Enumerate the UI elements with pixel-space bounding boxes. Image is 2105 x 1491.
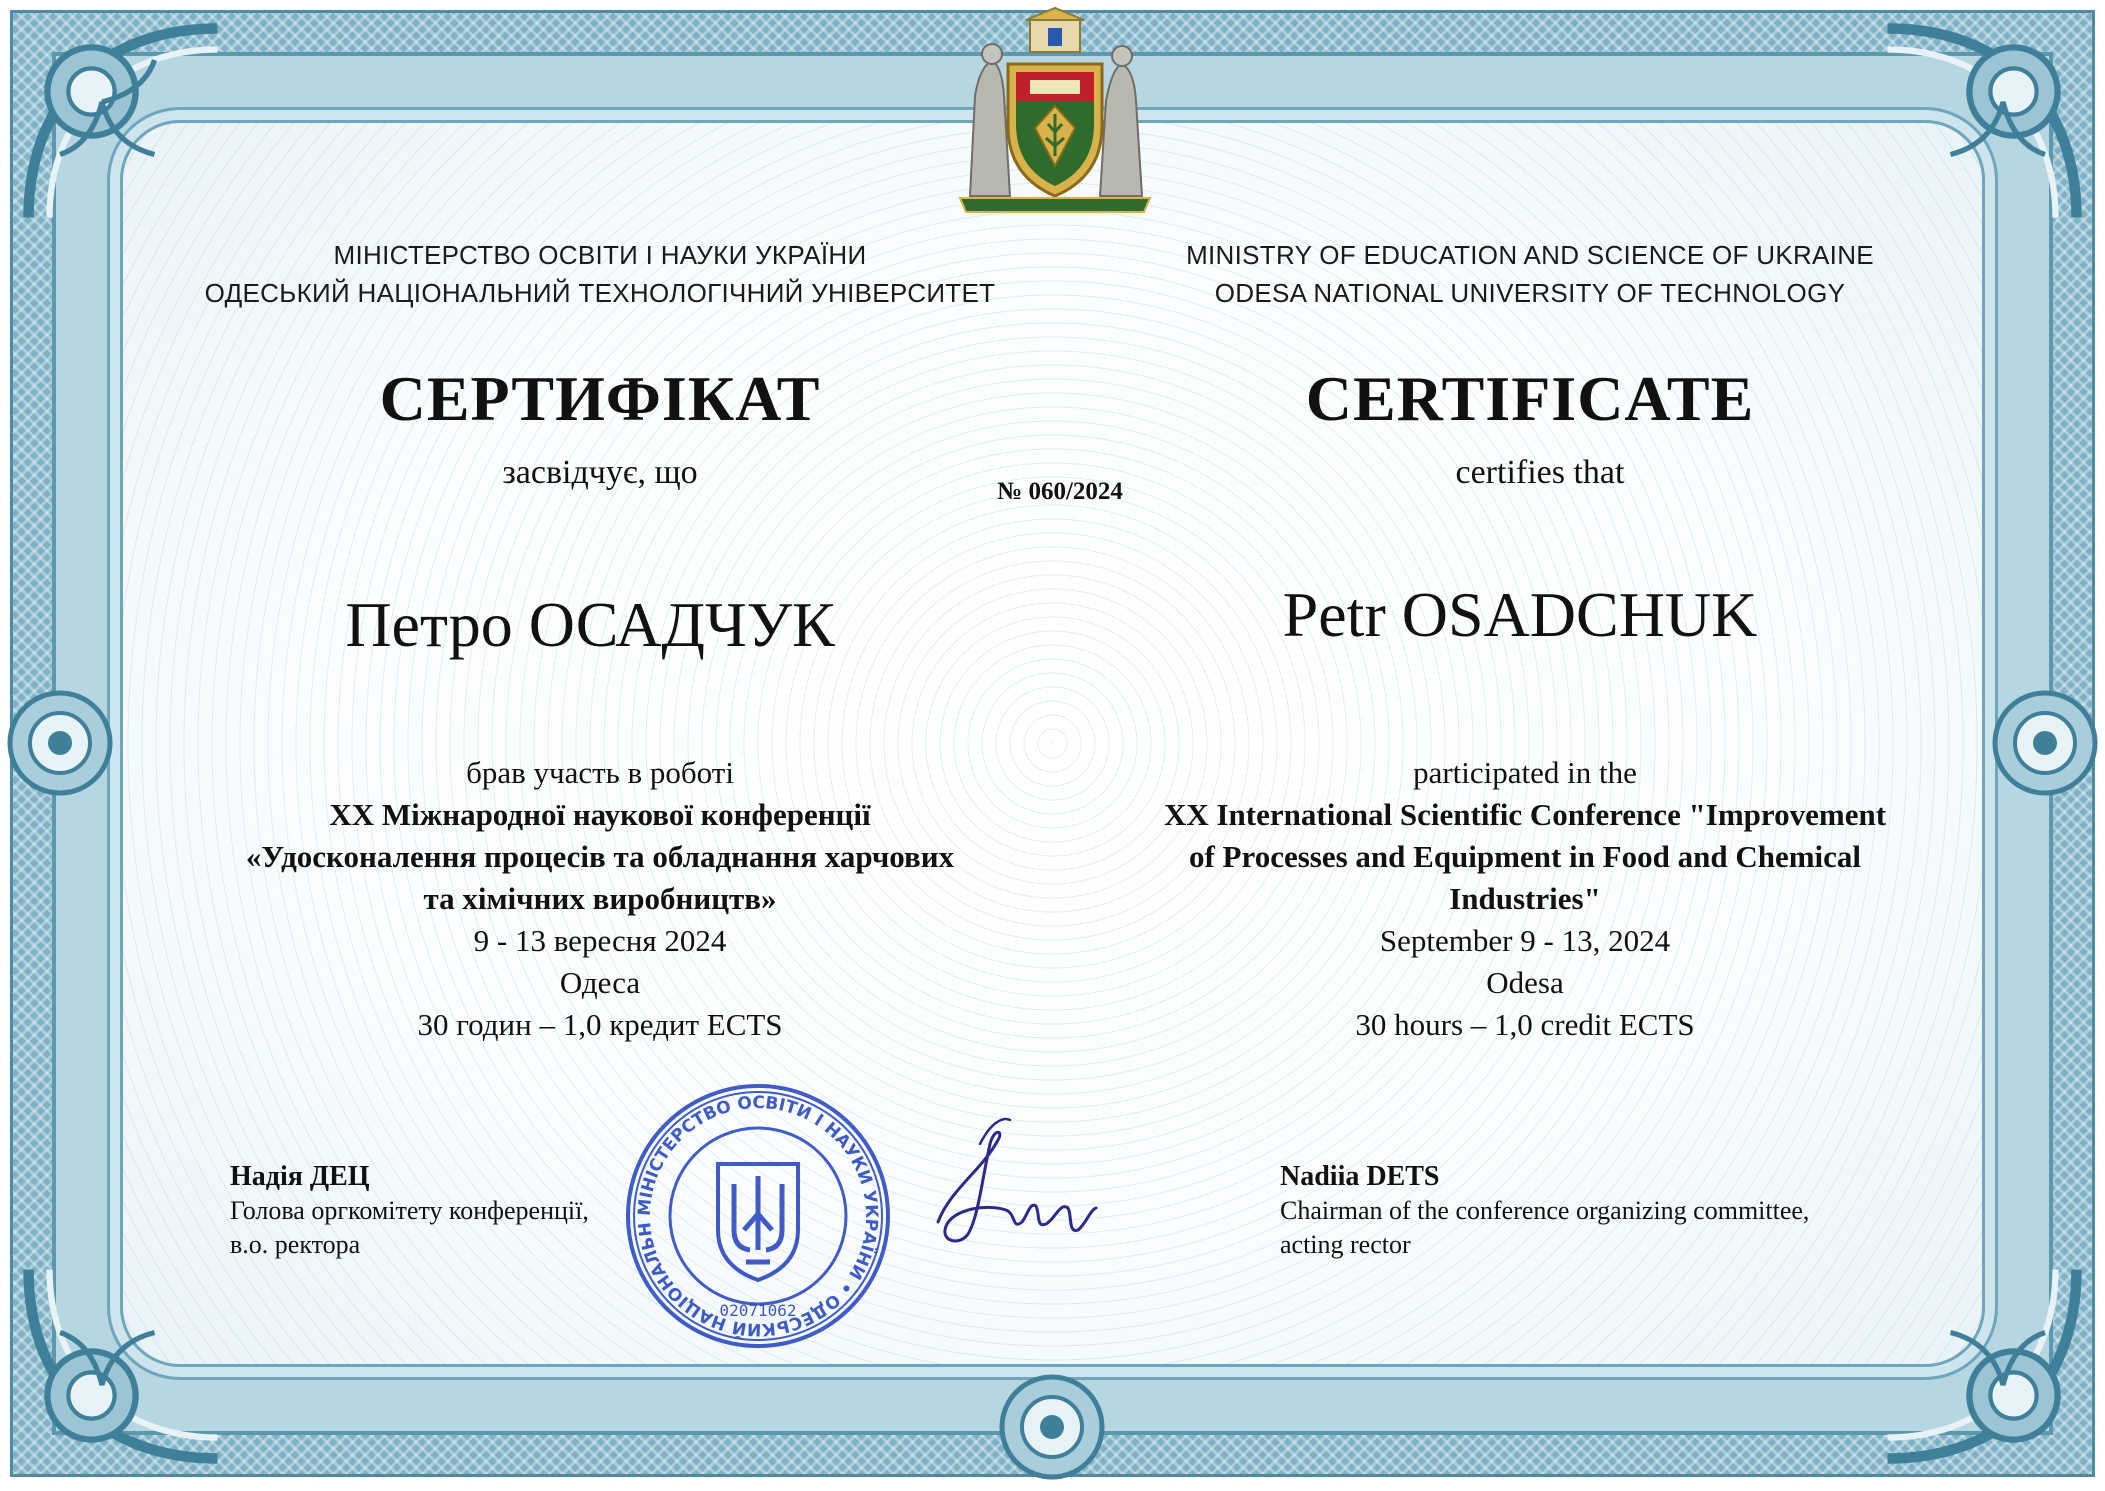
signatory-en [1280, 1160, 1960, 1262]
ornament-corner-icon [1877, 18, 2087, 228]
stamp-ring-text: МІНІСТЕРСТВО ОСВІТИ І НАУКИ УКРАЇНИ • ОДЕСЬКИЙ НАЦІОНАЛЬН [634, 1092, 882, 1340]
conference-city-ua: Одеса [559, 965, 641, 1000]
conference-details-en [1085, 752, 1965, 1046]
conference-title-line2-ua: «Удосконалення процесів та обладнання харчових [245, 839, 955, 874]
ministry-header-ua [140, 236, 1060, 312]
recipient-name-en: Petr OSADCHUK [1282, 579, 1758, 650]
recipient-name-ua: Петро ОСАДЧУК [345, 589, 835, 660]
signatory-role-line2-en: acting rector [1280, 1230, 1411, 1259]
conference-title-line3-en: Industries" [1449, 881, 1601, 916]
conference-title-line1-ua: XX Міжнародної наукової конференції [329, 797, 871, 832]
certificate-title-ua: СЕРТИФІКАТ [379, 363, 821, 434]
participated-text-ua: брав участь в роботі [466, 755, 734, 790]
signatory-name-ua: Надія ДЕЦ [230, 1161, 370, 1192]
rosette-icon [1985, 683, 2105, 803]
conference-title-line2-en: of Processes and Equipment in Food and Chemical [1188, 839, 1862, 874]
conference-dates-en: September 9 - 13, 2024 [1379, 923, 1671, 958]
certificate-title-en: CERTIFICATE [1305, 363, 1755, 434]
official-stamp [622, 1080, 894, 1352]
ornament-corner-icon [18, 18, 228, 228]
conference-title-line3-ua: та хімічних виробництв» [423, 881, 777, 916]
ornament-corner-icon [1877, 1259, 2087, 1469]
signatory-role-line1-en: Chairman of the conference organizing committee, [1280, 1196, 1810, 1225]
rosette-icon [992, 1367, 1112, 1487]
ministry-header-en [1130, 236, 1930, 312]
trident-icon [718, 1164, 798, 1280]
certifies-text-en: certifies that [1455, 454, 1625, 491]
university-name-en: ODESA NATIONAL UNIVERSITY OF TECHNOLOGY [1214, 278, 1846, 308]
conference-city-en: Odesa [1486, 965, 1564, 1000]
signatory-role-line1-ua: Голова оргкомітету конференції, [230, 1196, 589, 1225]
participated-text-en: participated in the [1413, 755, 1637, 790]
ornament-corner-icon [18, 1259, 228, 1469]
stamp-code: 02071062 [719, 1301, 797, 1320]
conference-hours-ua: 30 годин – 1,0 кредит ECTS [417, 1007, 783, 1042]
ministry-name-ua: МІНІСТЕРСТВО ОСВІТИ І НАУКИ УКРАЇНИ [333, 240, 867, 270]
signatory-role-line2-ua: в.о. ректора [230, 1230, 361, 1259]
university-name-ua: ОДЕСЬКИЙ НАЦІОНАЛЬНИЙ ТЕХНОЛОГІЧНИЙ УНІВЕРСИТЕТ [204, 278, 996, 308]
certifies-text-ua: засвідчує, що [502, 454, 698, 491]
signatory-name-en: Nadiia DETS [1280, 1161, 1440, 1192]
certificate-number: № 060/2024 [997, 478, 1123, 505]
rosette-icon [0, 683, 120, 803]
university-emblem-icon [930, 6, 1180, 221]
signature-icon [920, 1110, 1105, 1260]
conference-details-ua [145, 752, 1055, 1046]
conference-title-line1-en: XX International Scientific Conference "Improvement [1163, 797, 1887, 832]
conference-dates-ua: 9 - 13 вересня 2024 [473, 923, 727, 958]
conference-hours-en: 30 hours – 1,0 credit ECTS [1355, 1007, 1695, 1042]
ministry-name-en: MINISTRY OF EDUCATION AND SCIENCE OF UKRAINE [1186, 240, 1874, 270]
